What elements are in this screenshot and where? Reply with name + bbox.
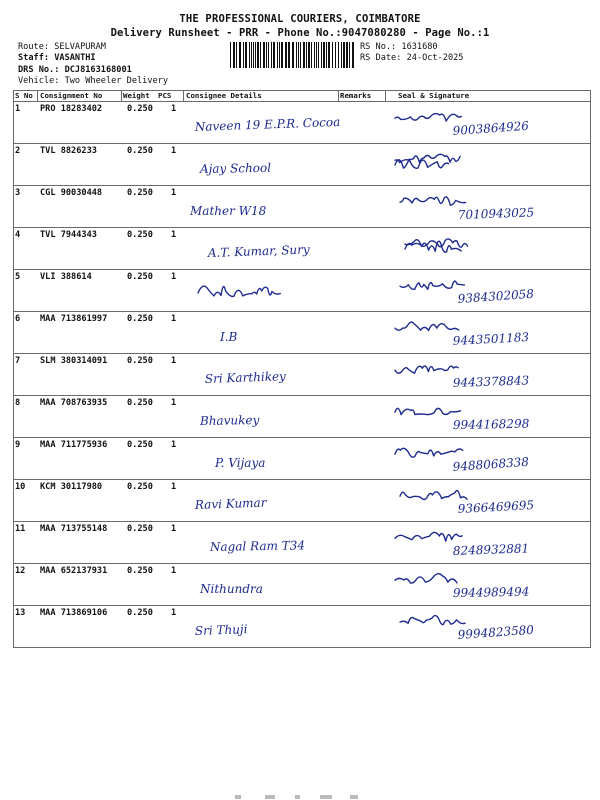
- handwritten-text: 9944168298: [452, 416, 530, 432]
- signature-handwriting: [393, 567, 593, 605]
- barcode-bar: [318, 42, 319, 68]
- ink-stroke: [395, 154, 460, 162]
- barcode-bar: [273, 42, 275, 68]
- consignee-handwriting: [186, 191, 336, 227]
- rs-date: RS Date: 24-Oct-2025: [360, 53, 464, 63]
- row-divider: [13, 647, 591, 648]
- row-consignment-no: MAA 652137931: [40, 566, 108, 576]
- handwritten-text: 9384302058: [457, 286, 535, 306]
- rs-number: RS No.: 1631680: [360, 42, 438, 52]
- barcode-bar: [253, 42, 254, 68]
- handwritten-text: Nithundra: [200, 582, 263, 596]
- barcode-bar: [230, 42, 231, 68]
- row-sno: 7: [15, 356, 21, 366]
- row-sno: 8: [15, 398, 21, 408]
- row-consignment-no: MAA 713869106: [40, 608, 108, 618]
- barcode-bar: [316, 42, 317, 68]
- barcode-bar: [352, 42, 354, 68]
- consignee-handwriting: [191, 107, 341, 143]
- row-weight: 0.250: [127, 188, 153, 198]
- drs-number: DRS No.: DCJ8163168001: [18, 65, 132, 75]
- row-pcs: 1: [171, 566, 177, 576]
- row-consignment-no: TVL 7944343: [40, 230, 97, 240]
- ink-stroke: [395, 532, 462, 541]
- scan-mark: [320, 795, 332, 799]
- row-divider: [13, 353, 591, 354]
- signature-handwriting: [393, 315, 593, 353]
- row-consignment-no: MAA 711775936: [40, 440, 108, 450]
- header-divider: [37, 90, 38, 101]
- barcode-bar: [341, 42, 342, 68]
- route-label: Route: SELVAPURAM: [18, 42, 106, 52]
- ink-stroke: [395, 366, 458, 373]
- ink-stroke: [400, 616, 465, 625]
- staff-label: Staff: VASANTHI: [18, 53, 96, 63]
- scan-mark: [350, 795, 358, 799]
- handwritten-text: Sri Karthikey: [204, 369, 287, 386]
- vehicle-label: Vehicle: Two Wheeler Delivery: [18, 76, 169, 86]
- scan-mark: [235, 795, 241, 799]
- signature-handwriting: [403, 231, 600, 269]
- handwritten-text: P. Vijaya: [215, 456, 266, 470]
- handwritten-text: A.T. Kumar, Sury: [207, 242, 310, 260]
- row-pcs: 1: [171, 440, 177, 450]
- handwritten-text: 9488068338: [452, 454, 530, 474]
- barcode-bar: [277, 42, 278, 68]
- row-consignment-no: VLI 388614: [40, 272, 92, 282]
- barcode-bar: [288, 42, 290, 68]
- row-pcs: 1: [171, 314, 177, 324]
- row-sno: 13: [15, 608, 26, 618]
- row-weight: 0.250: [127, 356, 153, 366]
- row-sno: 3: [15, 188, 21, 198]
- consignee-handwriting: [216, 317, 366, 353]
- row-sno: 4: [15, 230, 21, 240]
- signature-handwriting: [398, 483, 598, 521]
- barcode-bar: [346, 42, 348, 68]
- row-divider: [13, 563, 591, 564]
- barcode-bar: [311, 42, 312, 68]
- col-header-consignment: Consignment No: [40, 91, 103, 100]
- row-pcs: 1: [171, 146, 177, 156]
- handwritten-text: 7010943025: [457, 205, 535, 222]
- barcode-image: [230, 42, 355, 68]
- barcode-bar: [300, 42, 301, 68]
- row-divider: [13, 395, 591, 396]
- handwritten-text: I.B: [220, 330, 238, 344]
- row-sno: 10: [15, 482, 26, 492]
- barcode-bar: [249, 42, 250, 68]
- handwritten-text: 9944989494: [452, 584, 530, 600]
- row-consignment-no: TVL 8826233: [40, 146, 97, 156]
- signature-handwriting: [398, 609, 598, 647]
- ink-stroke: [395, 408, 461, 414]
- barcode-bar: [257, 42, 259, 68]
- barcode-bar: [306, 42, 307, 68]
- consignee-handwriting: [196, 569, 346, 605]
- row-divider: [13, 437, 591, 438]
- barcode-bar: [243, 42, 244, 68]
- row-consignment-no: SLM 380314091: [40, 356, 108, 366]
- handwritten-text: 9994823580: [457, 622, 535, 642]
- row-weight: 0.250: [127, 608, 153, 618]
- barcode-bar: [292, 42, 294, 68]
- row-pcs: 1: [171, 524, 177, 534]
- barcode-bar: [279, 42, 280, 68]
- row-sno: 1: [15, 104, 21, 114]
- row-sno: 2: [15, 146, 21, 156]
- row-sno: 11: [15, 524, 26, 534]
- handwritten-text: Mather W18: [190, 204, 267, 218]
- row-divider: [13, 269, 591, 270]
- row-divider: [13, 185, 591, 186]
- row-weight: 0.250: [127, 104, 153, 114]
- barcode-bar: [308, 42, 310, 68]
- ink-stroke: [400, 491, 467, 500]
- row-weight: 0.250: [127, 314, 153, 324]
- barcode-bar: [338, 42, 339, 68]
- barcode-bar: [349, 42, 350, 68]
- row-weight: 0.250: [127, 272, 153, 282]
- row-consignment-no: MAA 713861997: [40, 314, 108, 324]
- row-sno: 12: [15, 566, 26, 576]
- table-border: [590, 90, 591, 647]
- row-weight: 0.250: [127, 398, 153, 408]
- barcode-bar: [326, 42, 327, 68]
- row-divider: [13, 605, 591, 606]
- ink-stroke: [395, 114, 461, 122]
- row-divider: [13, 311, 591, 312]
- ink-stroke: [395, 574, 457, 583]
- row-divider: [13, 479, 591, 480]
- row-consignment-no: KCM 30117980: [40, 482, 103, 492]
- col-header-sno: S No: [15, 91, 33, 100]
- footer-scan-marks: [225, 792, 375, 800]
- signature-handwriting: [393, 441, 593, 479]
- handwritten-text: Sri Thuji: [194, 622, 248, 638]
- signature-handwriting: [393, 399, 593, 437]
- row-pcs: 1: [171, 272, 177, 282]
- signature-handwriting: [398, 189, 598, 227]
- company-title: THE PROFESSIONAL COURIERS, COIMBATORE: [179, 13, 421, 25]
- consignee-handwriting: [211, 443, 361, 479]
- handwritten-text: Naveen 19 E.P.R. Cocoa: [194, 114, 341, 134]
- barcode-bar: [271, 42, 272, 68]
- consignee-handwriting: [196, 401, 346, 437]
- signature-handwriting: [398, 273, 598, 311]
- barcode-bar: [285, 42, 287, 68]
- scan-mark: [265, 795, 275, 799]
- barcode-bar: [263, 42, 265, 68]
- barcode-bar: [328, 42, 330, 68]
- row-divider: [13, 227, 591, 228]
- barcode-bar: [332, 42, 333, 68]
- row-consignment-no: PRO 18283402: [40, 104, 103, 114]
- consignee-handwriting: [206, 527, 356, 563]
- barcode-bar: [260, 42, 261, 68]
- col-header-seal: Seal & Signature: [398, 91, 470, 100]
- barcode-bar: [314, 42, 315, 68]
- row-consignment-no: MAA 708763935: [40, 398, 108, 408]
- consignee-handwriting: [191, 611, 341, 647]
- header-divider: [338, 90, 339, 101]
- row-pcs: 1: [171, 398, 177, 408]
- handwritten-text: 9443501183: [452, 330, 530, 348]
- col-header-remarks: Remarks: [340, 91, 372, 100]
- barcode-bar: [233, 42, 235, 68]
- row-weight: 0.250: [127, 440, 153, 450]
- consignee-handwriting: [196, 275, 346, 311]
- handwritten-text: 9366469695: [457, 498, 535, 516]
- barcode-bar: [268, 42, 269, 68]
- handwritten-text: Bhavukey: [199, 412, 260, 428]
- row-pcs: 1: [171, 356, 177, 366]
- signature-handwriting: [393, 357, 593, 395]
- col-header-pcs: PCS: [158, 91, 172, 100]
- barcode-bar: [266, 42, 267, 68]
- handwritten-text: 9003864926: [452, 118, 530, 138]
- consignee-handwriting: [204, 233, 354, 269]
- row-weight: 0.250: [127, 146, 153, 156]
- signature-handwriting: [393, 525, 593, 563]
- row-weight: 0.250: [127, 524, 153, 534]
- ink-stroke: [198, 286, 280, 296]
- barcode-bar: [298, 42, 299, 68]
- signature-handwriting: [393, 105, 593, 143]
- consignee-handwriting: [191, 485, 341, 521]
- barcode-bar: [335, 42, 336, 68]
- runsheet-subtitle: Delivery Runsheet - PRR - Phone No.:9047080280 - Page No.:1: [110, 27, 490, 39]
- row-pcs: 1: [171, 230, 177, 240]
- handwritten-text: Ajay School: [199, 160, 272, 176]
- col-header-weight: Weight: [123, 91, 150, 100]
- row-pcs: 1: [171, 608, 177, 618]
- handwritten-text: 9443378843: [452, 373, 530, 390]
- row-sno: 5: [15, 272, 21, 282]
- table-border: [13, 90, 14, 647]
- barcode-bar: [323, 42, 325, 68]
- row-sno: 9: [15, 440, 21, 450]
- scan-mark: [295, 795, 300, 799]
- ink-stroke: [400, 197, 466, 205]
- row-divider: [13, 143, 591, 144]
- barcode-bar: [303, 42, 305, 68]
- ink-stroke: [400, 281, 464, 289]
- barcode-bar: [296, 42, 297, 68]
- row-weight: 0.250: [127, 230, 153, 240]
- header-divider: [121, 90, 122, 101]
- barcode-bar: [321, 42, 322, 68]
- runsheet-table: [13, 90, 591, 652]
- barcode-bar: [255, 42, 256, 68]
- consignee-handwriting: [201, 359, 351, 395]
- row-consignment-no: MAA 713755148: [40, 524, 108, 534]
- row-sno: 6: [15, 314, 21, 324]
- consignee-handwriting: [196, 149, 346, 185]
- row-pcs: 1: [171, 482, 177, 492]
- barcode-bar: [245, 42, 247, 68]
- row-weight: 0.250: [127, 482, 153, 492]
- col-header-consignee: Consignee Details: [186, 91, 262, 100]
- handwritten-text: Nagal Ram T34: [209, 538, 306, 554]
- barcode-bar: [251, 42, 252, 68]
- header-divider: [385, 90, 386, 101]
- handwritten-text: Ravi Kumar: [194, 495, 267, 512]
- row-weight: 0.250: [127, 566, 153, 576]
- row-pcs: 1: [171, 188, 177, 198]
- ink-stroke: [395, 322, 459, 330]
- barcode-bar: [281, 42, 283, 68]
- barcode-bar: [236, 42, 237, 68]
- header-divider: [183, 90, 184, 101]
- table-header-rule: [13, 101, 591, 102]
- barcode-bar: [239, 42, 241, 68]
- row-consignment-no: CGL 90030448: [40, 188, 103, 198]
- signature-handwriting: [393, 147, 593, 185]
- row-pcs: 1: [171, 104, 177, 114]
- barcode-bar: [343, 42, 345, 68]
- row-divider: [13, 521, 591, 522]
- handwritten-text: 8248932881: [452, 541, 530, 558]
- ink-stroke: [395, 448, 463, 457]
